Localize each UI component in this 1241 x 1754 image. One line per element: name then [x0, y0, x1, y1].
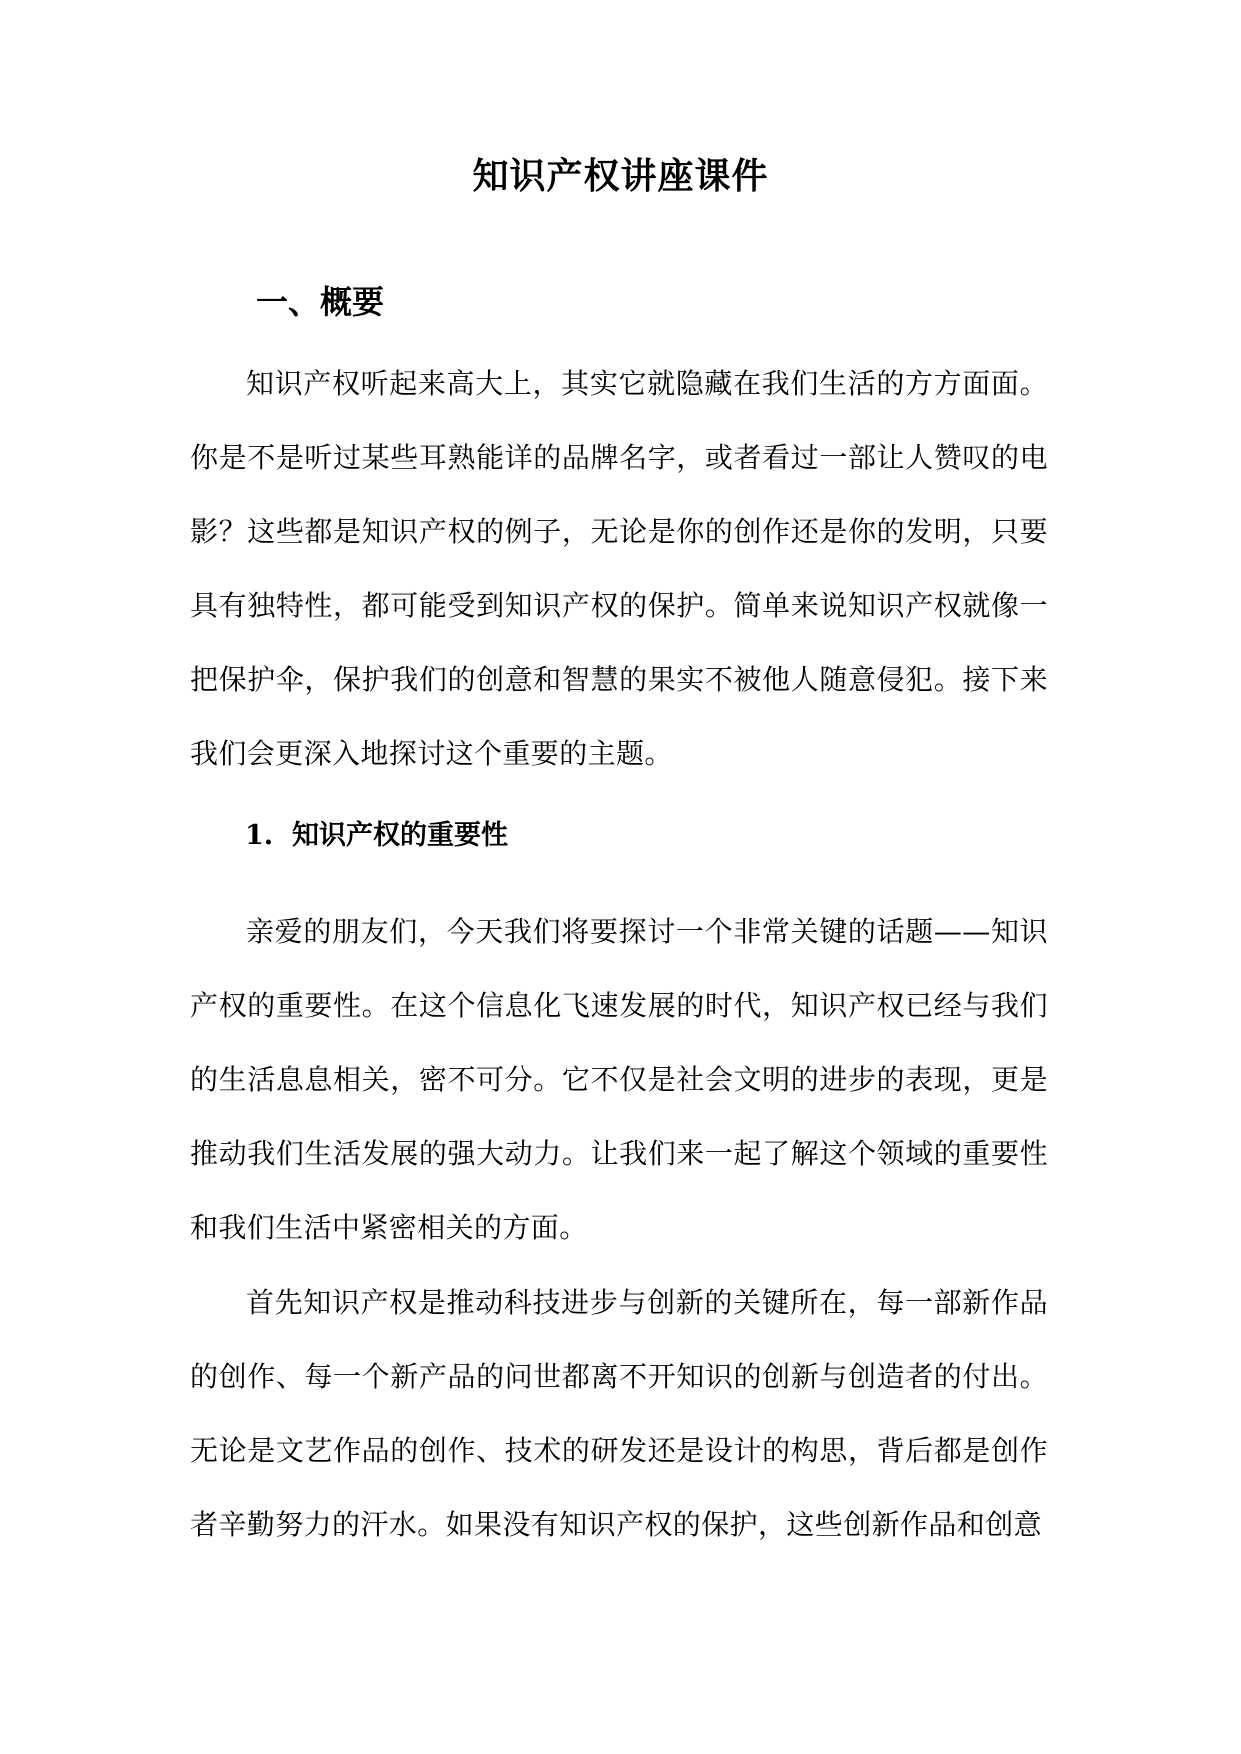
subsection-heading-importance: 1. 知识产权的重要性: [245, 820, 508, 851]
section-heading-overview: 一、概要: [256, 283, 385, 321]
importance-paragraph-2: 首先知识产权是推动科技进步与创新的关键所在，每一部新作品的创作、每一个新产品的问世都离不开知识的创新与创造者的付出。无论是文艺作品的创作、技术的研发还是设计的构思，背后都是创作者辛勤努力的汗水。如果没有知识产权的保护，这些创新作品和创意: [190, 1286, 1048, 1541]
overview-paragraph: 知识产权听起来高大上，其实它就隐藏在我们生活的方方面面。你是不是听过某些耳熟能详的品牌名字，或者看过一部让人赞叹的电影？这些都是知识产权的例子，无论是你的创作还是你的发明，只要具有独特性，都可能受到知识产权的保护。简单来说知识产权就像一把保护伞，保护我们的创意和智慧的果实不被他人随意侵犯。接下来我们会更深入地探讨这个重要的主题。: [190, 367, 1048, 770]
importance-paragraph-1: 亲爱的朋友们，今天我们将要探讨一个非常关键的话题——知识产权的重要性。在这个信息化飞速发展的时代，知识产权已经与我们的生活息息相关，密不可分。它不仅是社会文明的进步的表现，更是推动我们生活发展的强大动力。让我们来一起了解这个领域的重要性和我们生活中紧密相关的方面。: [190, 915, 1048, 1244]
document-title: 知识产权讲座课件: [472, 155, 769, 197]
